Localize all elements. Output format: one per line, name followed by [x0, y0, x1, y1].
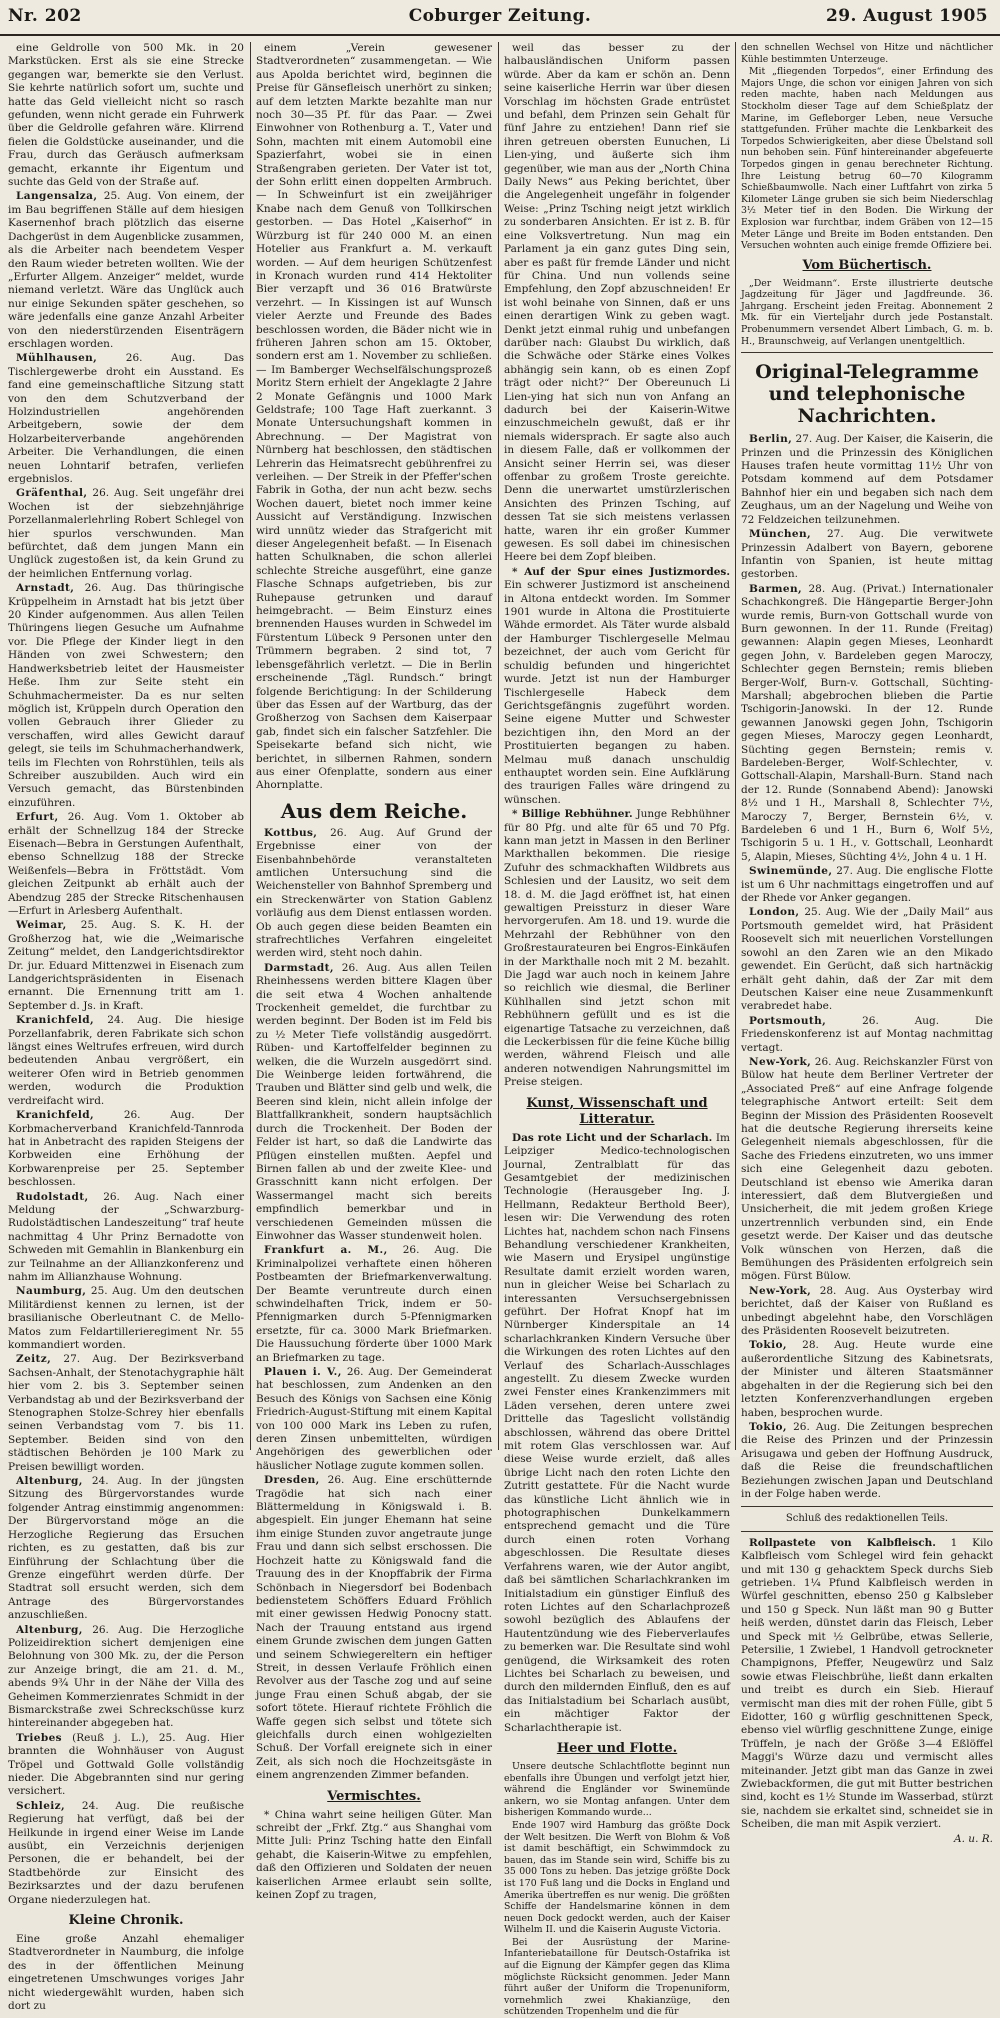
article: [8, 1800, 244, 1907]
article-text: 27. Aug. Der Kaiser, die Kaiserin, die Prinzen und die Prinzessin des Königlichen Hauses trafen heute vormittag 11½ Uhr von Potsdam kommend auf dem Potsdamer Bahnhof hier ein und begaben sich nach dem Zeughaus, um an der Nagelung und Weihe von 72 Feldzeichen teilzunehmen.: [741, 433, 993, 526]
recipe-text: 1 Kilo Kalbfleisch vom Schlegel wird fein gehackt und mit 130 g gehacktem Speck durchs Sieb getrieben. 1¼ Pfund Kalbfleisch werden in Würfel geschnitten, ebenso 250 g Kalbsleber und 150 g Speck. Nun läßt man 90 g Butter heiß werden, dünstet darin das Fleisch, Leber und Speck mit ½ Gelbrübe, etwas Sellerie, Petersilie, 1 Zwiebel, 1 Handvoll getrockneter Champignons, Pfeffer, Neugewürz und Salz sowie etwas Fleischbrühe, ließt dann erkalten und treibt es durch ein Sieb. Hierauf vermischt man dies mit der rohen Fülle, gibt 5 Eidotter, 160 g würflig geschnittenen Speck, ebenso viel würflig geschnittene Zunge, einige Trüffeln, je nach der Größe 3—4 Eßlöffel Maggi's Würze dazu und vermischt alles miteinander. Jetzt gibt man das Ganze in zwei Zwiebackformen, die gut mit Butter bestrichen sind, kocht es 1½ Stunde im Wasserbad, stürzt sie, nachdem sie erkaltet sind, schneidet sie in Scheiben, die man mit Aspik verziert.: [741, 1536, 993, 1831]
article-text: 28. Aug. Heute wurde eine außerordentliche Sitzung des Kabinetsrats, der Minister und älteren Staatsmänner abgehalten in der die Regierung sich bei den letzten Konferenzverhandlungen ergeben haben, besprochen wurde.: [741, 1339, 993, 1419]
torpedo-article: Mit „fliegenden Torpedos“, einer Erfindung des Majors Unge, die schon vor einigen Jahren von sich reden machte, haben nach Meldungen aus Stockholm dieser Tage auf dem Schießplatz der Marine, im Gefleborger Leben, neue Versuche stattgefunden. Früher machte die Lenkbarkeit des Torpedos Schwierigkeiten, aber diese Übelstand soll nun behoben sein. Fünf hintereinander abgefeuerte Torpedos gingen in genau berechneter Richtung. Ihre Leistung betrug 60—70 Kilogramm Schießbaumwolle. Nach einer Luftfahrt von zirka 5 Kilometer Länge gruben sie sich beim Niederschlag 3½ Meter tief in den Boden. Die Wirkung der Explosion war furchtbar, indem Gräben von 12—15 Meter Länge und Breite im Boden entstanden. Den Versuchen wohnten auch einige fremde Offiziere bei.: [741, 66, 993, 252]
article-dateline: Zeitz,: [16, 1353, 52, 1366]
telegramme-title-line2: und telephonische Nachrichten.: [768, 383, 966, 428]
telegramme-title-line1: Original-Telegramme: [755, 361, 979, 384]
article-dateline: München,: [749, 528, 812, 541]
article-dateline: Tokio,: [749, 1420, 787, 1433]
article: [504, 1132, 730, 1735]
column-1: [8, 42, 244, 2013]
article-dateline: Schleiz,: [16, 1799, 66, 1812]
article-text: 25. Aug. S. K. H. der Großherzog hat, wie die „Weimarische Zeitung“ meldet, den Landgerichtsdirektor Dr. jur. Eduard Mittenzwei in Eisenach zum Landgerichtspräsidenten in Eisenach ernannt. Die Ernennung tritt am 1. September d. Js. in Kraft.: [8, 919, 244, 1012]
article: [741, 865, 993, 905]
article-text: 26. Aug. Die Herzogliche Polizeidirektion sichert demjenigen eine Belohnung von 300 Mk. zu, der die Person zur Anzeige bringt, die am 21. d. M., abends 9¾ Uhr in der Nähe der Villa des Geheimen Kommerzienrates Schmidt in der Bismarckstraße zwei Schreckschüsse kurz hintereinander abgegeben hat.: [8, 1623, 244, 1730]
article: [504, 42, 730, 565]
article-dateline: Dresden,: [264, 1474, 320, 1487]
article-text: 26. Aug. Seit ungefähr drei Wochen ist der siebzehnjährige Porzellanmalerlehrling Robert Schlegel von hier spurlos verschwunden. Man befürchtet, daß dem jungen Mann ein Unglück zugestoßen ist, da kein Grund zu der heimlichen Entfernung vorlag.: [8, 487, 244, 580]
article-dateline: Portsmouth,: [749, 1014, 827, 1027]
article-dateline: Arnstadt,: [16, 582, 75, 595]
column-4: [741, 42, 993, 1845]
section-kleine-chronik: Kleine Chronik.: [68, 1913, 184, 1929]
article-text: 24. Aug. In der jüngsten Sitzung des Bürgervorstandes wurde folgender Antrag einstimmig angenommen: Der Bürgervorstand möge an die Herzogliche Regierung das Ersuchen richten, es zu gestatten, daß bis zur Einführung der Schlachtung über die Grenze eingeführt werden dürfe. Der Stadtrat soll ersucht werden, sich dem Antrage des Bürgervorstandes anzuschließen.: [8, 1475, 244, 1622]
aus-dem-reiche-articles: [256, 827, 492, 1783]
article: [741, 433, 993, 527]
column-1-articles: [8, 42, 244, 1907]
section-vermischtes: Vermischtes.: [327, 1788, 421, 1804]
article-dateline: Erfurt,: [16, 811, 59, 824]
article-text: (Reuß j. L.), 25. Aug. Hier brannten die Wohnhäuser von August Tröpel und Gottwald Golle vollständig nieder. Die Abgebrannten sind nur gering versichert.: [8, 1731, 244, 1798]
article-text: 28. Aug. (Privat.) Internationaler Schachkongreß. Die Hängepartie Berger-John wurde remis, Burn-von Gottschall wurde von Burn gewonnen. In der 11. Runde (Freitag) gewannen: Alapin gegen Mieses, Leonhardt gegen John, v. Bardeleben gegen Maroczy, Schlechter gegen Bernstein; remis blieben Berger-Wolf, Burn-v. Gottschall, Süchting-Marshall; abgebrochen blieben die Partie Tschigorin-Janowski. In der 12. Runde gewannen Janowski gegen John, Tschigorin gegen Mieses, Maroczy gegen Leonhardt, Süchting gegen Bernstein; remis v. Bardeleben-Berger, Wolf-Schlechter, v. Gottschall-Alapin, Marshall-Burn. Stand nach der 12. Runde (Sonnabend Abend): Janowski 8½ und 1 H., Marshall 8, Schlechter 7½, Maroczy 7, Berger, Bernstein 6½, v. Bardeleben 6 und 1 H., Burn 6, Wolf 5½, Tschigorin 5 u. 1 H., v. Gottschall, Leonhardt 5, Alapin, Mieses, Süchting 4½, John 4 u. 1 H.: [741, 582, 993, 863]
article: [256, 1474, 492, 1782]
section-telegramme: [741, 361, 993, 427]
editorial-close: Schluß des redaktionellen Teils.: [785, 1513, 949, 1525]
article-text: 24. Aug. Die hiesige Porzellanfabrik, deren Fabrikate sich schon längst eines Weltrufes erfreuen, wird durch bedeutenden Anbau vergrößert, ein weiterer Ofen wird in Betrieb genommen werden, wodurch die Produktion verdreifacht wird.: [8, 1014, 244, 1107]
article-dateline: London,: [749, 906, 800, 919]
column-3: [504, 42, 730, 2018]
heer-text-2: Ende 1907 wird Hamburg das größte Dock der Welt besitzen. Die Werft von Blohm & Voß ist damit beschäftigt, ein Schwimmdock zu bauen, das im Stande sein wird, Schiffe bis zu 35 000 Tons zu heben. Das jetzige größte Dock ist 170 Fuß lang und die Docks in England und Amerika übertreffen es nur wenig. Die größten Schiffe der Handelsmarine können in dem neuen Dock gedockt werden, auch der Kaiser Wilhelm II. und die Kaiserin Auguste Victoria.: [504, 1819, 730, 1936]
article: [8, 1285, 244, 1352]
article-text: 26. Aug. Die Zeitungen besprechen die Reise des Prinzen und der Prinzessin Arisugawa und geben der Hoffnung Ausdruck, daß die Reise die freundschaftlichen Beziehungen zwischen Japan und Deutschland in der Folge haben werde.: [741, 1420, 993, 1500]
article: [8, 1624, 244, 1731]
article: [8, 1014, 244, 1108]
masthead: [0, 0, 1000, 36]
article-dateline: Rudolstadt,: [16, 1190, 89, 1203]
article: [8, 42, 244, 189]
article: [741, 1421, 993, 1501]
article-dateline: Darmstadt,: [264, 961, 334, 974]
article: [8, 487, 244, 581]
article-dateline: Gräfenthal,: [16, 487, 88, 500]
article-text: Junge Rebhühner für 80 Pfg. und alte für 65 und 70 Pfg. kann man jetzt in Massen in den Berliner Markthallen bekommen. Die riesige Zufuhr des schmackhaften Wildbrets aus Schlesien und der Lausitz, wo seit dem 18. d. M. die Jagd eröffnet ist, hat einen gewaltigen Preissturz in dieser Ware hervorgerufen. Am 18. und 19. wurde die Mehrzahl der Rebhühner von den Großrestaurateuren bei Engros-Einkäufen in der Markthalle noch mit 2 M. bezahlt. Die Jagd war auch noch in keinem Jahre so reichlich wie diesmal, die Berliner Kühlhallen sind jetzt schon mit Rebhühnern gefüllt und es ist die eigenartige Tatsache zu verzeichnen, daß die Leckerbissen für die feine Küche billig werden, während Fleisch und alle anderen notwendigen Nahrungsmittel im Preise steigen.: [504, 808, 730, 1089]
article: [8, 1191, 244, 1285]
article-dateline: Altenburg,: [16, 1475, 83, 1488]
article-text: 25. Aug. Wie der „Daily Mail“ aus Portsmouth gemeldet wird, hat Präsident Roosevelt sich mit neuerlichen Vorstellungen sowohl an den Zaren wie an den Mikado gewendet. Ein Gerücht, daß sich hartnäckig erhält geht dahin, daß der Zar mit dem Deutschen Kaiser eine neue Zusammenkunft verabredet habe.: [741, 906, 993, 1013]
book-review: „Der Weidmann“. Erste illustrierte deutsche Jagdzeitung für Jäger und Jagdfreunde. 36. Jahrgang. Erscheint jeden Freitag. Abonnement 2 Mk. für ein Vierteljahr durch jede Postanstalt. Probenummern versendet Albert Limbach, G. m. b. H., Braunschweig, auf Verlangen unentgeltlich.: [741, 277, 993, 347]
article-text: 26. Aug. Der Gemeinderat hat beschlossen, zum Andenken an den Besuch des Königs von Sachsen eine König Friedrich-August-Stiftung mit einem Kapital von 100 000 Mark ins Leben zu rufen, deren Zinsen unbemittelten, würdigen Angehörigen des gewerblichen oder häuslicher Notlage zugute kommen sollen.: [256, 1366, 492, 1472]
article: [256, 827, 492, 961]
article-headline: * Billige Rebhühner.: [512, 808, 633, 821]
divider: [741, 1531, 993, 1532]
article-dateline: Plauen i. V.,: [264, 1366, 342, 1378]
article-text: 26. Aug. Reichskanzler Fürst von Bülow hat heute dem Berliner Vertreter der „Associated Preß“ auf eine Anfrage folgende telegraphische Antwort erteilt: Seit dem Beginn der Mission des Präsidenten Roosevelt hat die deutsche Regierung ihrerseits keine Gelegenheit niemals abgeschlossen, für die Sache des Friedens einzutreten, wo uns immer sich eine Gelegenheit dazu geboten. Deutschland ist ebenso wie Amerika daran interessiert, daß dem Blutvergießen und Unsicherheit, die mit jedem großen Kriege unzertrennlich verbunden sind, ein Ende gesetzt werde. Der Kaiser und das deutsche Volk wünschen von Herzen, daß die Bemühungen des Präsidenten erfolgreich sein mögen. Fürst Bülow.: [741, 1055, 993, 1283]
article-text: 26. Aug. Aus allen Teilen Rheinhessens werden bittere Klagen über die seit etwa 4 Wochen anhaltende Trockenheit gemeldet, die furchtbar zu werden beginnt. Der Boden ist im Feld bis zu ½ Meter Tiefe vollständig ausgedörrt. Rüben- und Kartoffelfelder beginnen zu welken, die die Wurzeln ausgedörrt sind. Die Weinberge leiden fortwährend, die Trauben und Blätter sind gelb und welk, die Beeren sind klein, nicht allein infolge der Blattfallkrankheit, sondern hauptsächlich durch die Trockenheit. Der Boden der Felder ist hart, so daß die Landwirte das Pflügen einstellen mußten. Aepfel und Birnen fallen ab und der zweite Klee- und Grasschnitt kann nicht erfolgen. Der Wassermangel macht sich bereits empfindlich bemerkbar und in verschiedenen Gemeinden müssen die Einwohner das Wasser stundenweit holen.: [256, 961, 492, 1242]
heer-text-1: Unsere deutsche Schlachtflotte beginnt nun ebenfalls ihre Übungen und verfolgt jetzt hier, während die Engländer vor Swinemünde ankern, wo sie Montag anfangen. Unter dem bisherigen Kommando wurde...: [504, 1760, 730, 1819]
article: [504, 566, 730, 807]
section-aus-dem-reiche: Aus dem Reiche.: [280, 798, 468, 823]
article-text: 26. Aug. Das thüringische Krüppelheim in Arnstadt hat bis jetzt über 20 Kinder aufgenommen. Aus allen Teilen Thüringens liegen Gesuche um Aufnahme vor. Die Pflege der Kinder liegt in den Händen von zwei Schwestern; den Handwerksbetrieb leitet der Hausmeister Heße. Ihm zur Seite steht ein Schuhmachermeister. Da es nur selten möglich ist, Krüppeln durch Operation den vollen Gebrauch ihrer Glieder zu verschaffen, wird alles Gewicht darauf gelegt, sie teils im Schuhmacherhandwerk, teils im Flechten von Rohrstühlen, teils als Schreiber auszubilden. Auch wird ein Versuch gemacht, das Bürstenbinden einzuführen.: [8, 582, 244, 809]
divider: [741, 352, 993, 353]
article: [741, 1015, 993, 1055]
article: [8, 1475, 244, 1622]
article: [8, 1732, 244, 1799]
article-dateline: New-York,: [749, 1055, 812, 1068]
recipe-signature: A. u. R.: [954, 1832, 993, 1845]
article: [504, 808, 730, 1090]
article-dateline: Swinemünde,: [749, 865, 833, 878]
article-dateline: Triebes: [16, 1731, 62, 1744]
article-dateline: Naumburg,: [16, 1285, 87, 1298]
article-headline: Das rote Licht und der Scharlach.: [512, 1131, 713, 1144]
article: [8, 1109, 244, 1189]
article-dateline: Kottbus,: [264, 826, 318, 839]
article-text: 28. Aug. Aus Oysterbay wird berichtet, daß der Kaiser von Rußland es unbedingt abgelehnt habe, den Vorschlägen des Präsidenten Roosevelt beizutreten.: [741, 1284, 993, 1338]
column-3-articles: [504, 42, 730, 1090]
article-dateline: Kranichfeld,: [16, 1014, 95, 1027]
article-text: 27. Aug. Der Bezirksverband Sachsen-Anhalt, der Stenotachygraphie hält hier vom 2. bis 3. September seinen Verbandstag ab und der Bezirksverband der Stenographen Stolze-Schrey hier ebenfalls seinen Verbandstag vom 7. bis 11. September. Beiden sind von den städtischen Behörden je 100 Mark zu Preisen bewilligt worden.: [8, 1353, 244, 1473]
article-dateline: Langensalza,: [16, 190, 98, 203]
section-buechertisch: Vom Büchertisch.: [802, 257, 932, 273]
recipe-title: Rollpastete von Kalbfleisch.: [749, 1536, 936, 1549]
flotte-continued: den schnellen Wechsel von Hitze und nächtlicher Kühle bestimmten Unterzeuge.: [741, 42, 993, 65]
divider: [741, 1506, 993, 1507]
article: [8, 582, 244, 810]
article: [741, 1056, 993, 1284]
article: [8, 352, 244, 486]
article: [8, 1353, 244, 1474]
article-headline: * Auf der Spur eines Justizmordes.: [512, 565, 730, 578]
heer-text-3: Bei der Ausrüstung der Marine-Infanteriebataillone für Deutsch-Ostafrika ist auf die Eignung der Kämpfer gegen das Klima möglichste Rücksicht genommen. Jeder Mann führt außer der Uniform die Tropenuniform, vornehmlich zwei Khakianzüge, den schützenden Tropenhelm und die für: [504, 1936, 730, 2018]
section-kunst-wissenschaft: Kunst, Wissenschaft und Litteratur.: [526, 1095, 708, 1127]
article: [741, 528, 993, 582]
article: [741, 1339, 993, 1419]
article: [8, 190, 244, 351]
article-text: 24. Aug. Die reußische Regierung hat verfügt, daß bei der Heilkunde in irgend einer Weise im Lande ausübt, ein Verzeichnis derjenigen Personen, die er behandelt, bei der Stadtbehörde zur Einsicht des Bezirksarztes und der dazu berufenen Organe niederzulegen hat.: [8, 1799, 244, 1906]
article-text: eine Geldrolle von 500 Mk. in 20 Markstücken. Erst als sie eine Strecke gegangen war, bemerkte sie den Verlust. Sie kehrte natürlich sofort um, suchte und hatte das Geld vielleicht nicht so rasch gefunden, wenn nicht gerade ein Fuhrwerk über die Geldrolle gefahren wäre. Klirrend fielen die Goldstücke auseinander, und die Frau, durch das Geräusch aufmerksam gemacht, erkannte ihr Eigentum und suchte das Geld von der Straße auf.: [8, 42, 244, 189]
article-text: 26. Aug. Eine erschütternde Tragödie hat sich nach einer Blättermeldung in Königswald i. B. abgespielt. Ein junger Ehemann hat seine ihm einige Stunden zuvor angetraute junge Frau und dann sich selbst erschossen. Die Hochzeit hatte zu Königswald fand die Trauung des in der Knopffabrik der Firma Schönbach in Niegersdorf bei Bodenbach bedienstetem Schöffers Eduard Fröhlich mit einer gewissen Hedwig Ponocny statt. Nach der Trauung entstand aus irgend einem Grunde zwischen dem jungen Gatten und seinem Schwiegereltern ein heftiger Streit, in dessen Verlaufe Fröhlich einen Revolver aus der Tasche zog und auf seine junge Frau einen Schuß abgab, der sie sofort tötete. Hierauf richtete Fröhlich die Waffe gegen sich selbst und tötete sich gleichfalls durch einen wohlgezielten Schuß. Der Vorfall ereignete sich in einer Zeit, als sich noch die Hochzeitsgäste in einem angrenzenden Zimmer befanden.: [256, 1474, 492, 1782]
article: [741, 906, 993, 1013]
article-text: 26. Aug. Die Friedenskonferenz ist auf Montag nachmittag vertagt.: [741, 1014, 993, 1054]
telegram-articles: [741, 433, 993, 1501]
issue-number: Nr. 202: [8, 6, 82, 26]
article-dateline: Weimar,: [16, 919, 67, 932]
article-dateline: New-York,: [749, 1284, 812, 1297]
article: [256, 962, 492, 1244]
kunst-articles: [504, 1132, 730, 1735]
column-rule: [250, 42, 251, 1450]
chronik-text: Eine große Anzahl ehemaliger Stadtverordneter in Naumburg, die infolge des in der öffentlichen Meinung eingetretenen Umschwunges voriges Jahr nicht wiedergewählt wurden, haben sich dort zu: [8, 1933, 244, 2013]
vermischtes-text: * China wahrt seine heiligen Güter. Man schreibt der „Frkf. Ztg.“ aus Shanghai vom Mitte Juli: Prinz Tsching hatte den Einfall gehabt, die Kaiserin-Witwe zu empfehlen, daß den Offizieren und Soldaten der neuen kaiserlichen Armee erlaubt sein sollte, keinen Zopf zu tragen,: [256, 1808, 492, 1902]
section-heer-und-flotte: Heer und Flotte.: [556, 1740, 678, 1756]
article-text: weil das besser zu der halbausländischen Uniform passen würde. Aber da kam er schön an. Denn seine kaiserliche Herrin war über diesen Vorschlag im höchsten Grade entrüstet und befahl, dem Prinzen sein Gehalt für fünf Jahre zu entziehen! Dann rief sie ihren getreuen obersten Eunuchen, Li Lien-ying, und äußerte sich ihm gegenüber, wie man aus der „North China Daily News“ aus Peking berichtet, über die Angelegenheit ungefähr in folgender Weise: „Prinz Tsching neigt jetzt wirklich zu sonderbaren Ansichten. Er ist z. B. für eine Volksvertretung. Nun mag ein Parlament ja ein ganz gutes Ding sein, aber es paßt für fremde Länder und nicht für China. Und nun vollends seine Empfehlung, den Zopf abzuschneiden! Er ist wohl beinahe von Sinnen, daß er uns einen derartigen Wink zu geben wagt. Denkt jetzt einmal ruhig und unbefangen darüber nach: Glaubst Du wirklich, daß die Schwäche oder Stärke eines Volkes abhängig sein kann, ob es einen Zopf trägt oder nicht?“ Der Obereunuch Li Lien-ying hat sich nun von Anfang an dadurch bei der Kaiserin-Witwe einzuschmeicheln gewußt, daß er ihr niemals widersprach. Er sagte also auch in diesem Falle, daß er vollkommen der Ansicht seiner Herrin sei, was dieser offenbar zu großem Troste gereichte. Denn die unerwartet umstürzlerischen Ansichten des Prinzen Tsching, auf dessen Tat sie sich meistens verlassen hatte, waren ihr ein großer Kummer gewesen. Es soll dabei im chinesischen Heere bei dem Zopf bleiben.: [504, 42, 730, 564]
article-text: Im Leipziger Medico-technologischen Journal, Zentralblatt für das Gesamtgebiet der medizinischen Technologie (Herausgeber Ing. J. Hellmann, Redakteur Berthold Beer), lesen wir: Die Verwendung des roten Lichtes hat, nachdem schon nach Finsens Behandlung verschiedener Krankheiten, wie Masern und Erysipel ungünstige Resultate damit erzielt worden waren, nun in gleicher Weise bei Scharlach zu interessanten Versuchsergebnissen geführt. Der Hofrat Knopf hat im Nürnberger Kinderspitale an 14 scharlachkranken Kindern Versuche über die Wirkungen des roten Lichtes auf den Verlauf des Scharlach-Ausschlages angestellt. Zu diesem Zwecke wurden zwei Fenster eines Krankenzimmers mit Läden versehen, deren untere zwei Drittelle das Tageslicht vollständig abschlossen, während das obere Drittel mit rotem Glas verschlossen war. Auf diese Weise wurde erzielt, daß alles übrige Licht nach den roten Lichte den Zutritt gestattete. Für die Nacht wurde das künstliche Licht ähnlich wie in photographischen Dunkelkammern entsprechend gemacht und die Türe durch einen roten Vorhang abgeschlossen. Die Resultate dieses Verfahrens waren, wie der Autor angibt, daß bei sämtlichen Scharlachkranken im Initialstadium ein günstiger Einfluß des roten Lichtes auf den Scharlachprozeß sowohl bezüglich des Ablaufens der Hautentzündung wie des Fieberverlaufes zu bemerken war. Die Resultate sind wohl genügend, die Wirksamkeit des roten Lichtes bei Scharlach zu beweisen, und durch den mildernden Einfluß, den es auf das Initialstadium bei Scharlach ausübt, ein mächtiger Faktor der Scharlachtherapie ist.: [504, 1131, 730, 1734]
article-text: 26. Aug. Der Korbmacherverband Kranichfeld-Tannroda hat in Anbetracht des rapiden Steigens der Korbweiden eine Erhöhung der Korbwarenpreise per 25. September beschlossen.: [8, 1109, 244, 1189]
article: [741, 583, 993, 865]
article: [256, 1366, 492, 1473]
article-dateline: Tokio,: [749, 1339, 787, 1352]
column-2: [256, 42, 493, 1902]
article-text: 25. Aug. Von einem, der im Bau begriffenen Ställe auf dem hiesigen Kasernenhof brach plötzlich das eiserne Dachgerüst in dem Augenblicke zusammen, als die Arbeiter nach beendetem Vesper den Raum wieder betreten wollten. Wie der „Erfurter Allgem. Anzeiger“ meldet, wurde niemand verletzt. Wäre das Unglück auch nur einige Sekunden später geschehen, so wäre jedenfalls eine ganze Anzahl Arbeiter von den niederstürzenden Eisenträgern erschlagen worden.: [8, 190, 244, 350]
article: [8, 811, 244, 918]
article-text: einem „Verein gewesener Stadtverordneten“ zusammengetan. — Wie aus Apolda berichtet wird, beginnen die Preise für Gänsefleisch unerhört zu sinken; auf dem letzten Markte bezahlte man nur noch 30—35 Pf. für das Paar. — Zwei Einwohner von Rothenburg a. T., Vater und Sohn, machten mit einem Automobil eine Spazierfahrt, wobei sie in einen Straßengraben gerieten. Der Vater ist tot, der Sohn erlitt einen doppelten Armbruch. — In Schweinfurt ist ein zweijähriger Knabe nach dem Genuß von Tollkirschen gestorben. — Das Hotel „Kaiserhof“ in Würzburg ist für 240 000 M. an einen Hotelier aus Frankfurt a. M. verkauft worden. — Auf dem heurigen Schützenfest in Kronach wurden rund 414 Hektoliter Bier verzapft und 36 016 Bratwürste verzehrt. — In Kissingen ist auf Wunsch vieler Aerzte und Freunde des Bades beschlossen worden, die Bäder nicht wie in früheren Jahren schon am 15. Oktober, sondern erst am 1. November zu schließen. — Im Bamberger Wechselfälschungsprozeß Moritz Stern erhielt der Angeklagte 2 Jahre 2 Monate Gefängnis und 1000 Mark Geldstrafe; 100 Tage Haft zuerkannt. 3 Monate Untersuchungshaft kommen in Abrechnung. — Der Magistrat von Nürnberg hat beschlossen, den städtischen Lehrerin das Heimatsrecht gebührenfrei zu verleihen. — Der Streik in der Pfeffer'schen Fabrik in Gotha, der nun acht bezw. sechs Wochen dauert, bietet noch immer keine Aussicht auf Verständigung. Inzwischen wird unnütz wieder das Strafgericht mit dieser Angelegenheit befaßt. — In Eisenach hatten Schulknaben, die schon allerlei schlechte Streiche ausgeführt, eine ganze Flasche Schnaps aufgetrieben, bis zur Ruhepause getrunken und darauf heimgebracht. — Beim Einsturz eines brennenden Hauses wurden in Schwedel im Fürstentum Lübeck 9 Personen unter den Trümmern begraben. 2 sind tot, 7 lebensgefährlich verletzt. — Die in Berlin erscheinende „Tägl. Rundsch.“ bringt folgende Berichtigung: In der Schilderung über das Essen auf der Wartburg, das der Großherzog von Sachsen dem Kaiserpaar gab, findet sich ein falscher Satzfehler. Die Speisekarte befand sich nicht, wie berichtet, in silbernen Rahmen, sondern aus einer Ofenplatte, sondern aus einer Ahornplatte.: [256, 42, 492, 792]
article-text: Ein schwerer Justizmord ist anscheinend in Altona entdeckt worden. Im Sommer 1901 wurde in Altona die Prostituierte Wähde ermordet. Als Täter wurde alsbald der Hamburger Tischlergeselle Melmau bezeichnet, der auch vom Gericht für schuldig befunden und hingerichtet wurde. Jetzt ist nun der Hamburger Tischlergeselle Habeck dem Gerichtsgefängnis zugeführt worden. Seine eigene Mutter und Schwester bezichtigen ihn, den Mord an der Prostituierten begangen zu haben. Melmau muß danach unschuldig enthauptet worden sein. Eine Aufklärung des traurigen Falles wäre dringend zu wünschen.: [504, 579, 730, 806]
article-text: 26. Aug. Nach einer Meldung der „Schwarzburg-Rudolstädtischen Landeszeitung“ traf heute nachmittag 4 Uhr Prinz Bernadotte von Schweden mit Gemahlin in Blankenburg ein zur Teilnahme an der Allianzkonferenz und nahm im Allianzhause Wohnung.: [8, 1190, 244, 1283]
article-text: 27. Aug. Die verwitwete Prinzessin Adalbert von Bayern, geborene Infantin von Spanien, ist heute mittag gestorben.: [741, 528, 993, 581]
column-rule: [498, 42, 499, 1450]
article-dateline: Kranichfeld,: [16, 1109, 95, 1122]
article-text: 26. Aug. Vom 1. Oktober ab erhält der Schnellzug 184 der Strecke Eisenach—Bebra in Gerstungen Aufenthalt, ebenso Schnellzug 188 der Strecke Weißenfels—Bebra in Fröttstädt. Vom gleichen Zeitpunkt ab erhält auch der Abendzug 285 der Strecke Ritschenhausen—Erfurt in Arlesberg Aufenthalt.: [8, 811, 244, 917]
article-dateline: Frankfurt a. M.,: [264, 1244, 388, 1257]
article-dateline: Barmen,: [749, 582, 803, 595]
issue-date: 29. August 1905: [826, 6, 988, 26]
column-rule: [735, 42, 736, 1450]
article: [256, 1244, 492, 1365]
article-dateline: Berlin,: [749, 433, 793, 446]
article: [8, 919, 244, 1013]
newspaper-title: Coburger Zeitung.: [408, 6, 592, 26]
article-text: 25. Aug. Um den deutschen Militärdienst kennen zu lernen, ist der brasilianische Oberleutnant C. de Mello-Matos zum Feldartillerieregiment Nr. 55 kommandiert worden.: [8, 1285, 244, 1351]
article-dateline: Mühlhausen,: [16, 352, 98, 365]
article-text: 26. Aug. Auf Grund der Ergebnisse einer von der Eisenbahnbehörde veranstalteten amtlichen Untersuchung sind die Weichensteller von Bahnhof Spremberg und ein Streckenwärter von Station Gablenz vorläufig aus dem Dienst entlassen worden. Ob auch gegen diese beiden Beamten ein strafrechtliches Verfahren eingeleitet werden wird, steht noch dahin.: [256, 826, 492, 960]
article: [256, 42, 492, 793]
article-dateline: Altenburg,: [16, 1623, 83, 1636]
column-2-articles: [256, 42, 492, 793]
article-text: 27. Aug. Die englische Flotte ist um 6 Uhr nachmittags eingetroffen und auf der Rhede vor Anker gegangen.: [741, 865, 993, 905]
article-text: 26. Aug. Die Kriminalpolizei verhaftete einen höheren Postbeamten der Briefmarkenverwaltung. Der Beamte veruntreute durch einen schwindelhaften Trick, indem er 50-Pfennigmarken durch 5-Pfennigmarken ersetzte, für ca. 3000 Mark Briefmarken. Die Haussuchung förderte über 1000 Mark an Briefmarken zu tage.: [256, 1244, 493, 1364]
article-text: 26. Aug. Das Tischlergewerbe droht ein Ausstand. Es fand eine gemeinschaftliche Sitzung statt von den dem Schutzverband der Holzindustriellen angehörenden Arbeitgebern, sowie der dem Holzarbeiterverbande angehörenden Arbeiter. Die Verhandlungen, die einen neuen Lohntarif betrafen, verliefen ergebnislos.: [8, 352, 244, 485]
article: [741, 1285, 993, 1339]
recipe-article: [741, 1537, 993, 1832]
